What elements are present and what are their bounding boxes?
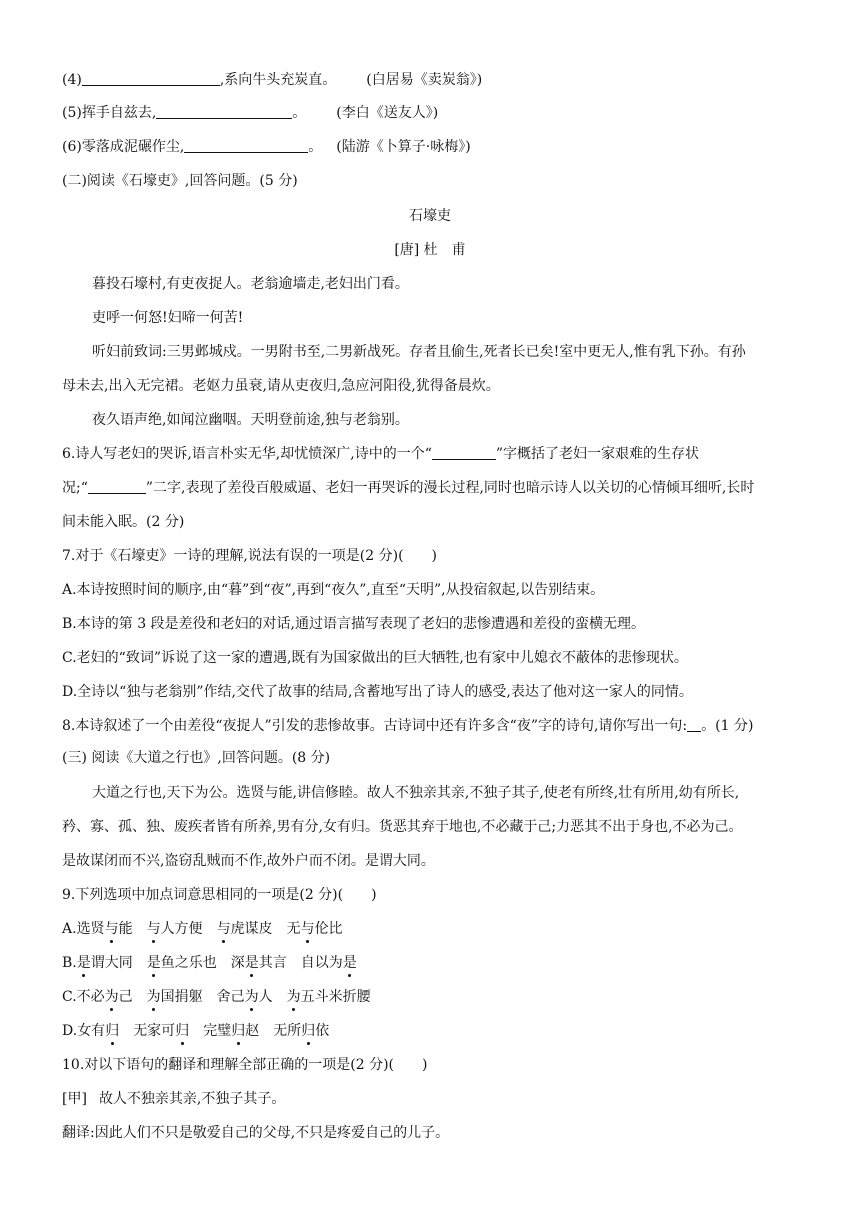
sentence-label: [甲]: [62, 1091, 87, 1107]
fill-prefix: (6)零落成泥碾作尘,: [62, 139, 185, 155]
poem-line: 暮投石壕村,有吏夜捉人。老翁逾墙走,老妇出门看。: [92, 276, 409, 292]
poem-title: 石壕吏: [409, 208, 451, 224]
option-b[interactable]: B.本诗的第 3 段是差役和老妇的对话,通过语言描写表现了老妇的悲惨遭遇和差役的蛮横无理。: [62, 616, 645, 632]
option-d[interactable]: D.全诗以“独与老翁别”作结,交代了故事的结局,含蓄地写出了诗人的感受,表达了他对这一家人的同情。: [62, 684, 693, 700]
emphasized-char: 是: [76, 955, 91, 971]
fill-suffix: 。: [292, 105, 307, 121]
option-label: A.: [62, 921, 77, 937]
option-phrase: 不必为己: [76, 989, 133, 1005]
option-phrase: 与人方便: [146, 921, 203, 937]
emphasized-char: 为: [104, 989, 119, 1005]
option-phrase: 为国捐躯: [146, 989, 203, 1005]
emphasized-char: 是: [342, 955, 357, 971]
fill-prefix: (4): [62, 72, 82, 88]
sentence-jia: [62, 1089, 820, 1109]
option-c[interactable]: C.老妇的“致词”诉说了这一家的遭遇,既有为国家做出的巨大牺牲,也有家中儿媳衣不蔽体的悲惨现状。: [62, 650, 688, 666]
fill-question-5: [62, 103, 820, 123]
poem-author: [唐] 杜 甫: [394, 242, 466, 258]
fill-question-6: [62, 137, 820, 157]
option-phrase: 与虎谋皮: [216, 921, 273, 937]
answer-blank[interactable]: [184, 138, 308, 153]
question-10: 10.对以下语句的翻译和理解全部正确的一项是(2 分)( ): [62, 1057, 428, 1073]
option-a[interactable]: [62, 919, 820, 939]
emphasized-char: 与: [146, 921, 161, 937]
option-phrase: 完璧归赵: [203, 1023, 260, 1039]
question-6: [62, 444, 820, 464]
question-text: 6.诗人写老妇的哭诉,语言朴实无华,却忧愤深广,诗中的一个“: [62, 446, 432, 462]
fill-question-4: [62, 70, 820, 90]
option-b[interactable]: [62, 953, 820, 973]
answer-blank[interactable]: [82, 71, 220, 86]
question-text: 。(1 分): [701, 718, 754, 734]
passage-line: 是故谋闭而不兴,盗窃乱贼而不作,故外户而不闭。是谓大同。: [62, 853, 435, 869]
section-heading: (三) 阅读《大道之行也》,回答问题。(8 分): [62, 750, 331, 766]
question-6-end: 间未能入眠。(2 分): [62, 514, 185, 530]
fill-suffix: ,系向牛头充炭直。: [219, 72, 337, 88]
passage-line: 矜、寡、孤、独、废疾者皆有所养,男有分,女有归。货恶其弃于地也,不必藏于己;力恶其不出于身也,不必为己。: [62, 819, 743, 835]
question-7: 7.对于《石壕吏》一诗的理解,说法有误的一项是(2 分)( ): [62, 548, 438, 564]
emphasized-char: 为: [286, 989, 301, 1005]
fill-source: (李白《送友人》): [336, 105, 439, 121]
emphasized-char: 是: [146, 955, 161, 971]
option-phrase: 深是其言: [230, 955, 287, 971]
option-phrase: 无所归依: [273, 1023, 330, 1039]
poem-line: 听妇前致词:三男邺城戍。一男附书至,二男新战死。存者且偷生,死者长已矣!室中更无人,惟有乳下孙。有孙: [92, 344, 746, 360]
question-text: 8.本诗叙述了一个由差役“夜捉人”引发的悲惨故事。古诗词中还有许多含“夜”字的诗句,请你写出一句:: [62, 718, 688, 734]
fill-source: (陆游《卜算子·咏梅》): [336, 139, 471, 155]
question-text: ”字概括了老妇一家艰难的生存状: [495, 446, 700, 462]
option-phrase: 自以为是: [300, 955, 357, 971]
answer-blank[interactable]: [156, 104, 292, 119]
answer-blank[interactable]: [88, 479, 146, 494]
question-text: ”二字,表现了差役百般威逼、老妇一再哭诉的漫长过程,同时也暗示诗人以关切的心情倾耳细听,长时: [145, 480, 755, 496]
fill-suffix: 。: [308, 139, 323, 155]
sentence-text: 故人不独亲其亲,不独子其子。: [98, 1091, 286, 1107]
question-8: [62, 716, 820, 736]
fill-prefix: (5)挥手自兹去,: [62, 105, 157, 121]
question-6-cont: [62, 478, 820, 498]
option-a[interactable]: A.本诗按照时间的顺序,由“暮”到“夜”,再到“夜久”,直至“天明”,从投宿叙起,以告别结束。: [62, 582, 605, 598]
emphasized-char: 为: [146, 989, 161, 1005]
emphasized-char: 归: [175, 1023, 190, 1039]
option-phrase: 选贤与能: [76, 921, 133, 937]
emphasized-char: 为: [244, 989, 259, 1005]
option-phrase: 是谓大同: [76, 955, 133, 971]
emphasized-char: 归: [231, 1023, 246, 1039]
option-phrase: 舍己为人: [216, 989, 273, 1005]
emphasized-char: 归: [105, 1023, 120, 1039]
translation-line: 翻译:因此人们不只是敬爱自己的父母,不只是疼爱自己的儿子。: [62, 1125, 450, 1141]
question-9: 9.下列选项中加点词意思相同的一项是(2 分)( ): [62, 887, 377, 903]
emphasized-char: 归: [301, 1023, 316, 1039]
option-phrase: 无与伦比: [286, 921, 343, 937]
option-phrase: 女有归: [77, 1023, 120, 1039]
option-label: D.: [62, 1023, 78, 1039]
question-text: 况;“: [62, 480, 88, 496]
fill-source: (白居易《卖炭翁》): [366, 72, 483, 88]
option-phrase: 无家可归: [133, 1023, 190, 1039]
poem-line: 吏呼一何怒!妇啼一何苦!: [92, 310, 244, 326]
option-d[interactable]: [62, 1021, 820, 1041]
poem-line: 夜久语声绝,如闻泣幽咽。天明登前途,独与老翁别。: [92, 412, 409, 428]
emphasized-char: 与: [104, 921, 119, 937]
emphasized-char: 是: [244, 955, 259, 971]
emphasized-char: 与: [216, 921, 231, 937]
option-label: B.: [62, 955, 77, 971]
section-heading: (二)阅读《石壕吏》,回答问题。(5 分): [62, 173, 298, 189]
option-c[interactable]: [62, 987, 820, 1007]
option-phrase: 为五斗米折腰: [286, 989, 371, 1005]
option-phrase: 是鱼之乐也: [146, 955, 217, 971]
answer-blank[interactable]: [432, 445, 496, 460]
emphasized-char: 与: [300, 921, 315, 937]
option-label: C.: [62, 989, 77, 1005]
poem-line: 母未去,出入无完裙。老妪力虽衰,请从吏夜归,急应河阳役,犹得备晨炊。: [62, 378, 500, 394]
answer-blank[interactable]: [687, 717, 701, 732]
passage-line: 大道之行也,天下为公。选贤与能,讲信修睦。故人不独亲其亲,不独子其子,使老有所终,壮有所用,幼有所长,: [92, 785, 740, 801]
